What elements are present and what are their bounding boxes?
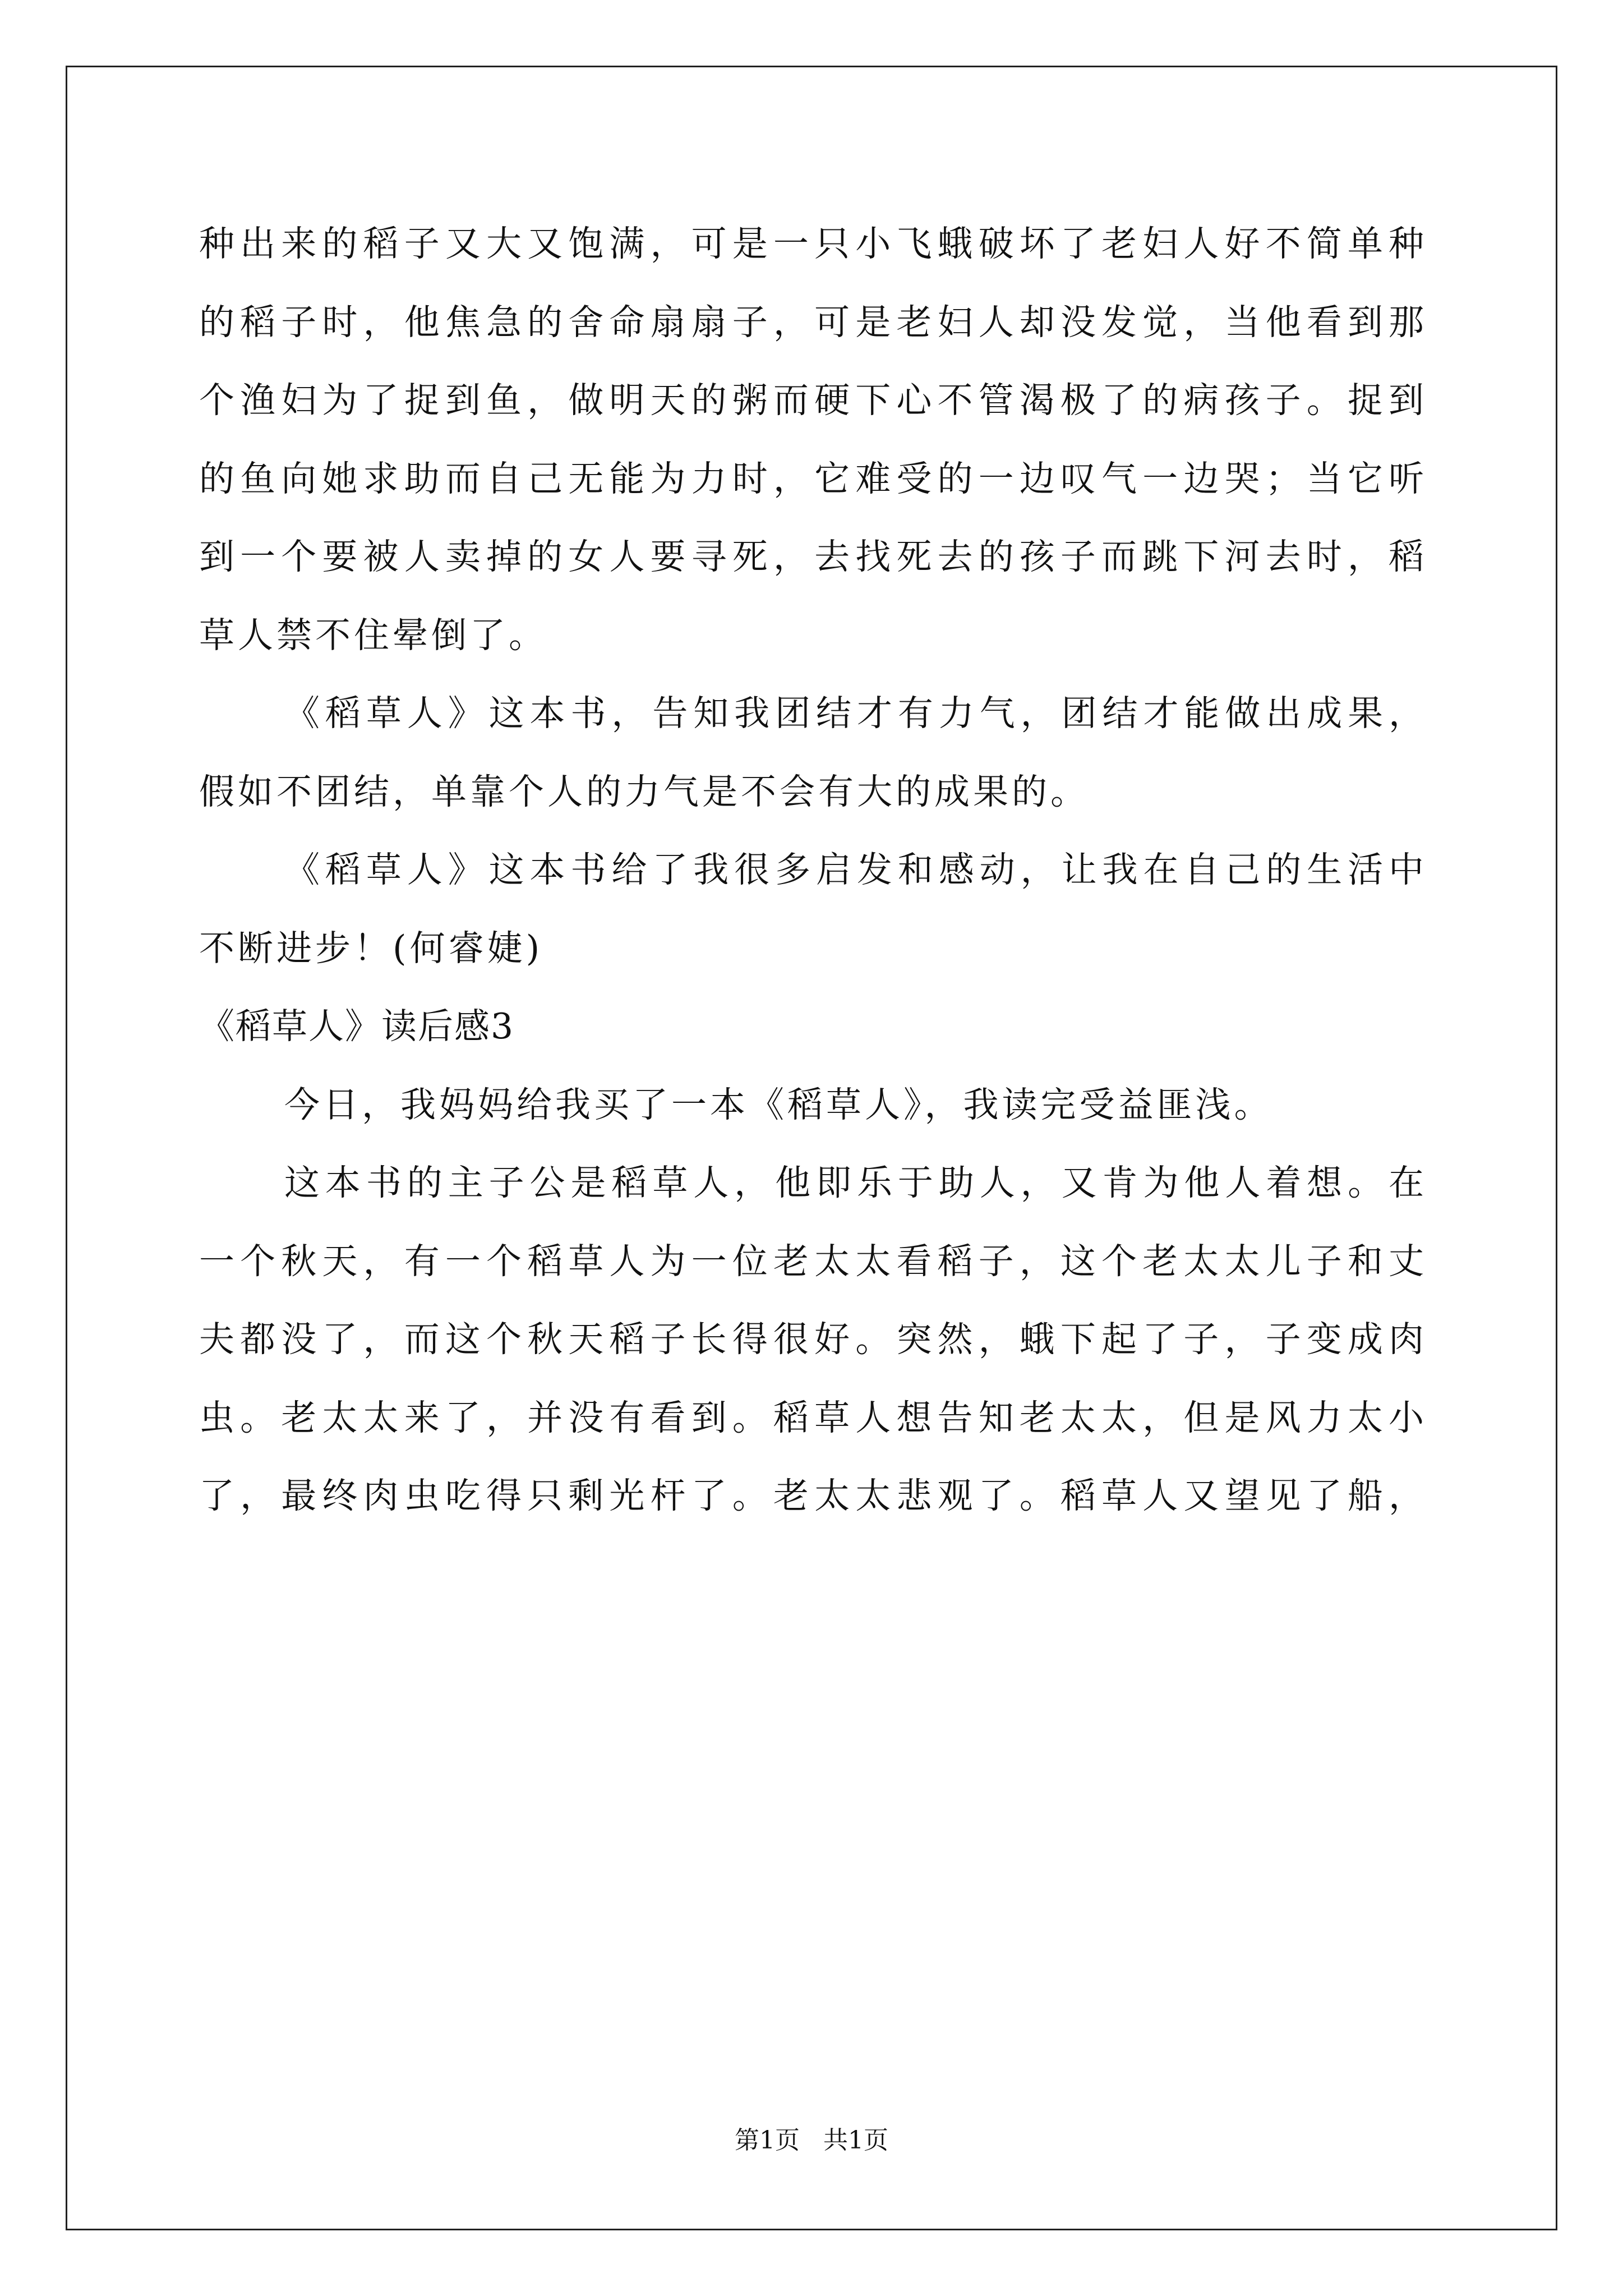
text-line: 一个秋天，有一个稻草人为一位老太太看稻子，这个老太太儿子和丈 <box>199 1240 1427 1282</box>
text-line: 不断进步！(何睿婕) <box>199 927 543 969</box>
text-line: 个渔妇为了捉到鱼，做明天的粥而硬下心不管渴极了的病孩子。捉到 <box>199 380 1427 421</box>
text-line: 的鱼向她求助而自己无能为力时，它难受的一边叹气一边哭；当它听 <box>199 458 1427 499</box>
text-line: 今日，我妈妈给我买了一本《稻草人》，我读完受益匪浅。 <box>284 1084 1273 1125</box>
page-number: 第1页 <box>735 2126 800 2155</box>
text-line: 虫。老太太来了，并没有看到。稻草人想告知老太太，但是风力太小 <box>199 1397 1427 1438</box>
text-line: 假如不团结，单靠个人的力气是不会有大的成果的。 <box>199 771 1089 812</box>
section-heading: 《稻草人》读后感3 <box>199 1006 515 1047</box>
text-line: 到一个要被人卖掉的女人要寻死，去找死去的孩子而跳下河去时，稻 <box>199 536 1427 577</box>
text-line: 草人禁不住晕倒了。 <box>199 614 547 656</box>
document-body <box>199 205 1427 1535</box>
text-line: 了，最终肉虫吃得只剩光杆了。老太太悲观了。稻草人又望见了船， <box>199 1475 1427 1516</box>
text-line: 夫都没了，而这个秋天稻子长得很好。突然，蛾下起了子，子变成肉 <box>199 1319 1427 1360</box>
text-line: 种出来的稻子又大又饱满，可是一只小飞蛾破坏了老妇人好不简单种 <box>199 223 1427 264</box>
text-line: 这本书的主子公是稻草人，他即乐于助人，又肯为他人着想。在 <box>284 1162 1427 1203</box>
text-line: 《稻草人》这本书给了我很多启发和感动，让我在自己的生活中 <box>284 849 1427 890</box>
text-line: 《稻草人》这本书，告知我团结才有力气，团结才能做出成果， <box>284 693 1427 734</box>
page-total: 共1页 <box>823 2126 888 2155</box>
text-line: 的稻子时，他焦急的舍命扇扇子，可是老妇人却没发觉，当他看到那 <box>199 301 1427 343</box>
page-footer <box>0 2124 1623 2157</box>
